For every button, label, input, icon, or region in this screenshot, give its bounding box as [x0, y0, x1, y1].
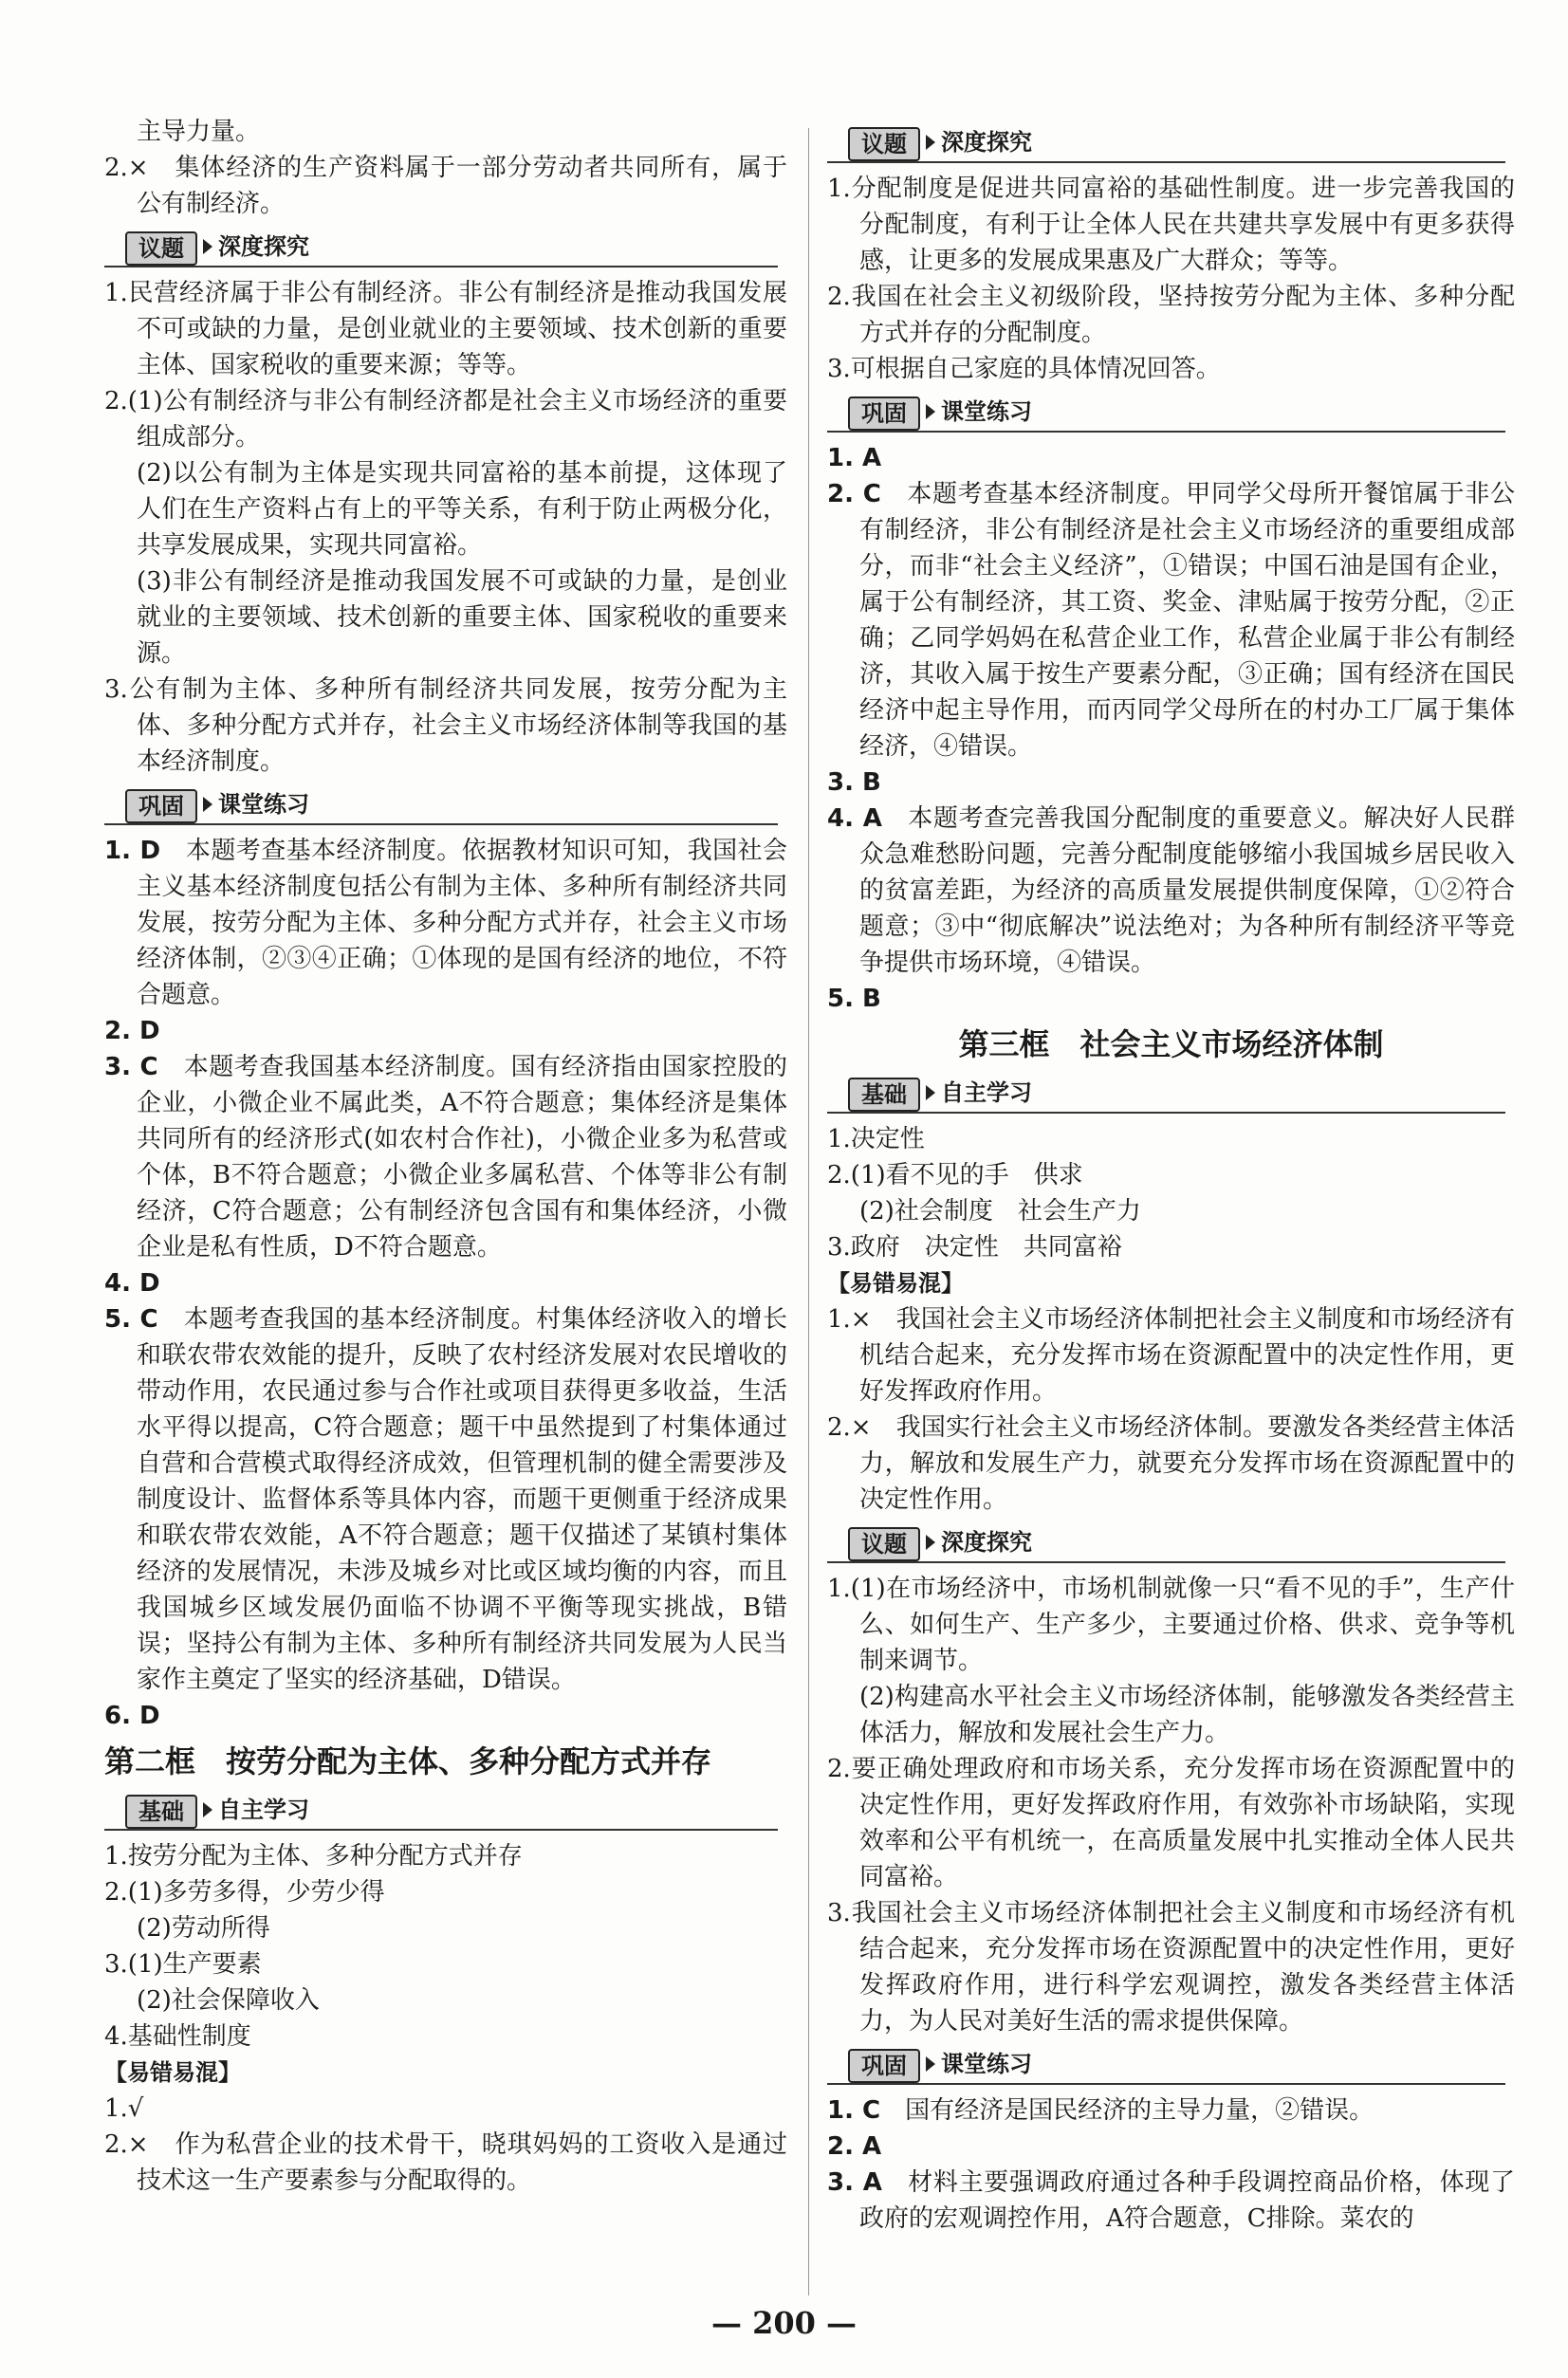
answer-item: (2)社会制度 社会生产力: [859, 1197, 1141, 1226]
answer-text: 本题考查基本经济制度。依据教材知识可知，我国社会主义基本经济制度包括公有制为主体、多种所有制经济共同发展，按劳分配为主体、多种分配方式并存，社会主义市场经济体制，②③④正确；①体现的是国有经济的地位，不符合题意。: [137, 837, 787, 1009]
answer-number: 3. B: [827, 768, 881, 797]
answer-number: 3. A: [827, 2168, 882, 2197]
answer-item: [827, 2165, 1515, 2237]
section-rule: [827, 1561, 1505, 1563]
section-tag: 巩固: [125, 789, 197, 823]
answer-item: 2.(1)公有制经济与非公有制经济都是社会主义市场经济的重要组成部分。: [104, 387, 787, 452]
answer-text: 材料主要强调政府通过各种手段调控商品价格，体现了政府的宏观调控作用，A符合题意，C排除。菜农的: [859, 2168, 1515, 2233]
answer-item: 1.分配制度是促进共同富裕的基础性制度。进一步完善我国的分配制度，有利于让全体人民在共建共享发展中有更多获得感，让更多的发展成果惠及广大群众；等等。: [827, 175, 1515, 275]
answer-item: [827, 801, 1515, 981]
section-tag: 巩固: [848, 2049, 920, 2083]
section-header-class-practice: [827, 2045, 1515, 2087]
arrow-right-icon: [203, 239, 212, 254]
answer-number: 2. C: [827, 480, 881, 508]
right-column: [827, 129, 1515, 2237]
section-header-class-practice: [827, 393, 1515, 434]
section-tag: 巩固: [848, 396, 920, 431]
answer-item: [827, 2092, 1515, 2129]
answer-item: 2.× 我国实行社会主义市场经济体制。要激发各类经营主体活力，解放和发展生产力，就要充分发挥市场在资源配置中的决定性作用。: [827, 1413, 1515, 1514]
section-title: 课堂练习: [218, 791, 309, 818]
answer-text: 本题考查完善我国分配制度的重要意义。解决好人民群众急难愁盼问题，完善分配制度能够缩小我国城乡居民收入的贫富差距，为经济的高质量发展提供制度保障，①②符合题意；③中“彻底解决”说法绝对；为各种所有制经济平等竞争提供市场环境，④错误。: [859, 804, 1515, 977]
answer-number: 1. D: [104, 837, 161, 865]
answer-item: (2)社会保障收入: [137, 1986, 320, 2015]
answer-number: 4. D: [104, 1269, 160, 1298]
left-column: [104, 114, 787, 2199]
column-divider: [808, 128, 809, 2295]
answer-item: 3.政府 决定性 共同富裕: [827, 1233, 1122, 1262]
answer-item: 2.我国在社会主义初级阶段，坚持按劳分配为主体、多种分配方式并存的分配制度。: [827, 283, 1515, 347]
answer-item: 4.基础性制度: [104, 2022, 251, 2051]
answer-item: 2.× 作为私营企业的技术骨干，晓琪妈妈的工资收入是通过技术这一生产要素参与分配取得的。: [104, 2130, 787, 2195]
answer-item: (2)劳动所得: [137, 1914, 270, 1943]
section-rule: [827, 161, 1505, 163]
section-tag: 议题: [848, 127, 920, 161]
section-header-self-study: [104, 1791, 787, 1833]
answer-item: 1.按劳分配为主体、多种分配方式并存: [104, 1842, 523, 1871]
arrow-right-icon: [926, 1535, 935, 1550]
answer-item: 1.(1)在市场经济中，市场机制就像一只“看不见的手”，生产什么、如何生产、生产多少，主要通过价格、供求、竞争等机制来调节。: [827, 1575, 1515, 1675]
section-title: 深度探究: [218, 233, 309, 260]
answer-item: [104, 1265, 787, 1301]
answer-number: 2. A: [827, 2132, 882, 2161]
mistakes-label: 【易错易混】: [104, 2059, 241, 2086]
section-tag: 议题: [848, 1527, 920, 1561]
section-tag: 基础: [848, 1078, 920, 1112]
answer-number: 5. C: [104, 1305, 158, 1334]
answer-item: 3.可根据自己家庭的具体情况回答。: [827, 355, 1221, 383]
section-title: 深度探究: [941, 129, 1032, 156]
answer-number: 1. A: [827, 444, 882, 472]
answer-item: 1.√: [104, 2094, 144, 2123]
answer-item: (2)构建高水平社会主义市场经济体制，能够激发各类经营主体活力，解放和发展社会生产力。: [859, 1683, 1515, 1747]
text-line: 主导力量。: [137, 118, 261, 146]
section-rule: [827, 1112, 1505, 1114]
answer-item: [104, 1049, 787, 1265]
arrow-right-icon: [926, 2056, 935, 2072]
answer-text: 国有经济是国民经济的主导力量，②错误。: [880, 2096, 1374, 2125]
answer-item: 1.民营经济属于非公有制经济。非公有制经济是推动我国发展不可或缺的力量，是创业就业的主要领域、技术创新的重要主体、国家税收的重要来源；等等。: [104, 279, 787, 379]
answer-item: 3.我国社会主义市场经济体制把社会主义制度和市场经济有机结合起来，充分发挥市场在资源配置中的决定性作用，更好发挥政府作用，进行科学宏观调控，激发各类经营主体活力，为人民对美好生活的需求提供保障。: [827, 1899, 1515, 2036]
section-rule: [104, 266, 778, 267]
section-rule: [104, 1829, 778, 1831]
answer-item: 2.要正确处理政府和市场关系，充分发挥市场在资源配置中的决定性作用，更好发挥政府作用，有效弥补市场缺陷，实现效率和公平有机统一，在高质量发展中扎实推动全体人民共同富裕。: [827, 1755, 1515, 1891]
answer-number: 1. C: [827, 2096, 881, 2125]
section-header-class-practice: [104, 785, 787, 827]
page-number: — 200 —: [710, 2305, 858, 2341]
arrow-right-icon: [203, 1802, 212, 1817]
text-line: 2.× 集体经济的生产资料属于一部分劳动者共同所有，属于公有制经济。: [104, 154, 787, 218]
arrow-right-icon: [926, 135, 935, 150]
answer-number: 4. A: [827, 804, 882, 833]
answer-item: 3.公有制为主体、多种所有制经济共同发展，按劳分配为主体、多种分配方式并存，社会主义市场经济体制等我国的基本经济制度。: [104, 675, 787, 776]
section-title: 自主学习: [218, 1797, 309, 1823]
answer-text: 本题考查基本经济制度。甲同学父母所开餐馆属于非公有制经济，非公有制经济是社会主义市场经济的重要组成部分，而非“社会主义经济”，①错误；中国石油是国有企业，属于公有制经济，其工资、奖金、津贴属于按劳分配，②正确；乙同学妈妈在私营企业工作，私营企业属于非公有制经济，其收入属于按生产要素分配，③正确；国有经济在国民经济中起主导作用，而丙同学父母所在的村办工厂属于集体经济，④错误。: [859, 480, 1515, 761]
answer-item: (2)以公有制为主体是实现共同富裕的基本前提，这体现了人们在生产资料占有上的平等关系，有利于防止两极分化，共享发展成果，实现共同富裕。: [137, 459, 787, 560]
answer-text: 本题考查我国的基本经济制度。村集体经济收入的增长和联农带农效能的提升，反映了农村经济发展对农民增收的带动作用，农民通过参与合作社或项目获得更多收益，生活水平得以提高，C符合题意；题干中虽然提到了村集体通过自营和合营模式取得经济成效，但管理机制的健全需要涉及制度设计、监督体系等具体内容，而题干更侧重于经济成果和联农带农效能，A不符合题意；题干仅描述了某镇村集体经济的发展情况，未涉及城乡对比或区域均衡的内容，而且我国城乡区域发展仍面临不协调不平衡等现实挑战，B错误；坚持公有制为主体、多种所有制经济共同发展为人民当家作主奠定了坚实的经济基础，D错误。: [137, 1305, 787, 1694]
arrow-right-icon: [203, 797, 212, 812]
answer-item: 1.决定性: [827, 1125, 925, 1153]
chapter-title: 第三框 社会主义市场经济体制: [958, 1026, 1384, 1062]
section-header-topic-explore: [104, 228, 787, 269]
answer-item: 1.× 我国社会主义市场经济体制把社会主义制度和市场经济有机结合起来，充分发挥市场在资源配置中的决定性作用，更好发挥政府作用。: [827, 1305, 1515, 1406]
answer-text: 本题考查我国基本经济制度。国有经济指由国家控股的企业，小微企业不属此类，A不符合题意；集体经济是集体共同所有的经济形式(如农村合作社)，小微企业多为私营或个体，B不符合题意；小微企业多属私营、个体等非公有制经济，C符合题意；公有制经济包含国有和集体经济，小微企业是私有性质，D不符合题意。: [137, 1053, 787, 1262]
section-header-topic-explore: [827, 1523, 1515, 1565]
answer-item: 2.(1)多劳多得，少劳少得: [104, 1878, 385, 1907]
answer-number: 5. B: [827, 985, 881, 1013]
answer-number: 3. C: [104, 1053, 158, 1081]
answer-item: [827, 981, 1515, 1017]
answer-item: [104, 1013, 787, 1049]
arrow-right-icon: [926, 1085, 935, 1100]
answer-item: [827, 765, 1515, 801]
section-rule: [827, 431, 1505, 433]
section-tag: 基础: [125, 1795, 197, 1829]
answer-item: 3.(1)生产要素: [104, 1950, 262, 1979]
arrow-right-icon: [926, 404, 935, 419]
answer-item: [827, 440, 1515, 476]
answer-item: (3)非公有制经济是推动我国发展不可或缺的力量，是创业就业的主要领域、技术创新的重要主体、国家税收的重要来源。: [137, 567, 787, 668]
answer-item: [104, 1301, 787, 1698]
chapter-title: 第二框 按劳分配为主体、多种分配方式并存: [104, 1743, 712, 1779]
answer-item: [104, 1698, 787, 1734]
section-title: 自主学习: [941, 1079, 1032, 1106]
section-rule: [827, 2083, 1505, 2085]
answer-item: [827, 476, 1515, 765]
section-tag: 议题: [125, 231, 197, 266]
answer-number: 6. D: [104, 1702, 160, 1730]
answer-number: 2. D: [104, 1017, 160, 1045]
section-rule: [104, 823, 778, 825]
section-title: 深度探究: [941, 1529, 1032, 1556]
answer-item: 2.(1)看不见的手 供求: [827, 1161, 1083, 1189]
section-header-topic-explore: [827, 123, 1515, 165]
section-title: 课堂练习: [941, 2051, 1032, 2077]
answer-item: [104, 833, 787, 1013]
answer-item: [827, 2129, 1515, 2165]
mistakes-label: 【易错易混】: [827, 1270, 964, 1297]
section-header-self-study: [827, 1074, 1515, 1115]
section-title: 课堂练习: [941, 398, 1032, 425]
